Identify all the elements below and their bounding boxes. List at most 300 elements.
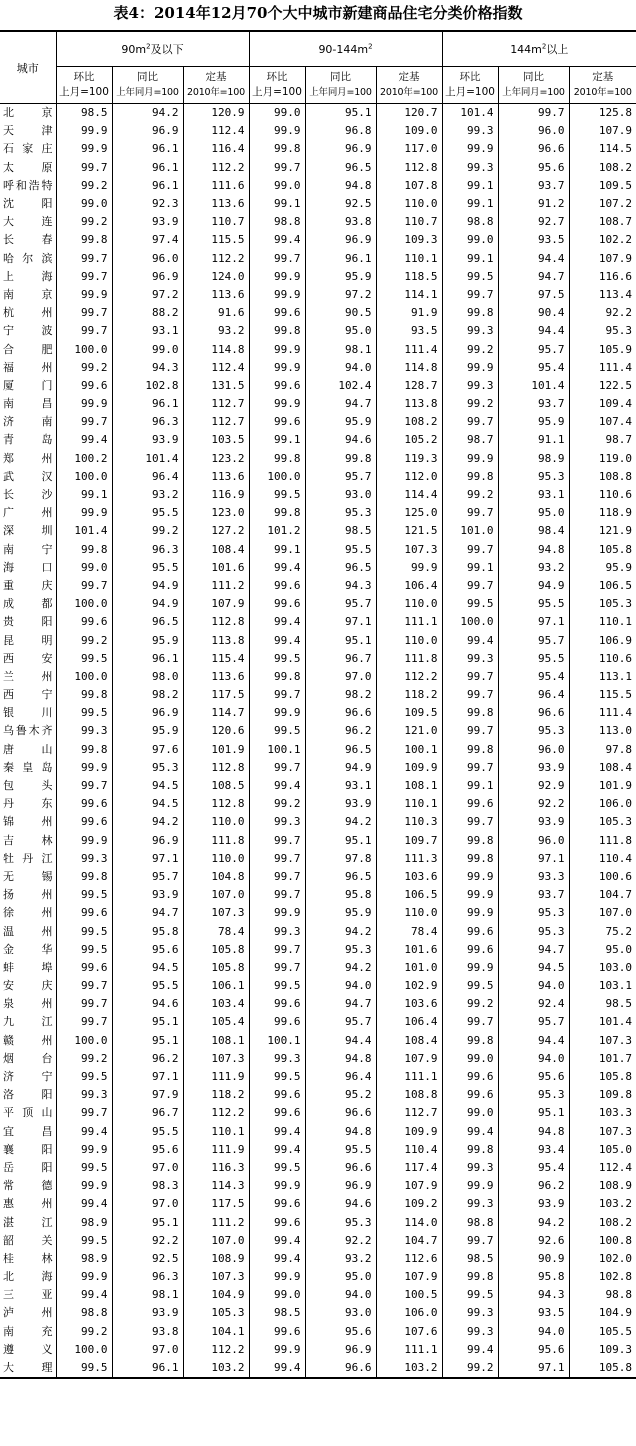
index-value-cell: 99.3 bbox=[442, 1195, 498, 1213]
index-value-cell: 96.9 bbox=[305, 231, 376, 249]
index-value-cell: 104.9 bbox=[183, 1286, 249, 1304]
index-value-cell: 111.2 bbox=[183, 577, 249, 595]
table-row bbox=[0, 832, 636, 850]
subheader-base: 上年同月=100 bbox=[116, 87, 179, 98]
index-value-cell: 94.9 bbox=[498, 577, 569, 595]
index-value-cell: 102.9 bbox=[376, 977, 442, 995]
index-value-cell: 93.5 bbox=[498, 1304, 569, 1322]
index-value-cell: 112.4 bbox=[183, 359, 249, 377]
index-value-cell: 98.5 bbox=[569, 995, 636, 1013]
index-value-cell: 94.9 bbox=[305, 759, 376, 777]
table-row bbox=[0, 286, 636, 304]
index-value-cell: 95.7 bbox=[305, 595, 376, 613]
table-row bbox=[0, 868, 636, 886]
index-value-cell: 103.6 bbox=[376, 868, 442, 886]
index-value-cell: 95.8 bbox=[498, 1268, 569, 1286]
index-value-cell: 99.8 bbox=[56, 868, 112, 886]
city-name-cell: 海口 bbox=[3, 560, 53, 574]
index-value-cell: 98.8 bbox=[569, 1286, 636, 1304]
index-value-cell: 104.7 bbox=[376, 1232, 442, 1250]
index-value-cell: 96.6 bbox=[305, 1159, 376, 1177]
city-name-cell: 湛江 bbox=[3, 1215, 53, 1229]
index-value-cell: 99.8 bbox=[249, 668, 305, 686]
index-value-cell: 97.2 bbox=[112, 286, 183, 304]
index-value-cell: 96.5 bbox=[112, 613, 183, 631]
index-value-cell: 99.3 bbox=[442, 322, 498, 340]
city-name-cell: 徐州 bbox=[3, 906, 53, 920]
index-value-cell: 99.7 bbox=[56, 777, 112, 795]
index-value-cell: 121.9 bbox=[569, 522, 636, 540]
city-name-cell: 泉州 bbox=[3, 997, 53, 1011]
index-value-cell: 94.0 bbox=[305, 1286, 376, 1304]
city-name-cell: 牡丹江 bbox=[3, 851, 53, 865]
index-value-cell: 99.2 bbox=[56, 213, 112, 231]
index-value-cell: 113.0 bbox=[569, 722, 636, 740]
index-value-cell: 99.4 bbox=[249, 1359, 305, 1378]
city-name-cell: 福州 bbox=[3, 360, 53, 374]
index-value-cell: 94.5 bbox=[112, 795, 183, 813]
index-value-cell: 103.2 bbox=[183, 1359, 249, 1378]
table-row bbox=[0, 1159, 636, 1177]
table-title: 表4：2014年12月70个大中城市新建商品住宅分类价格指数 bbox=[113, 4, 523, 22]
index-value-cell: 99.6 bbox=[249, 1323, 305, 1341]
index-value-cell: 110.6 bbox=[569, 650, 636, 668]
index-value-cell: 92.4 bbox=[498, 995, 569, 1013]
index-value-cell: 107.6 bbox=[376, 1323, 442, 1341]
index-value-cell: 99.9 bbox=[249, 704, 305, 722]
city-name-cell: 哈尔滨 bbox=[3, 251, 53, 265]
index-value-cell: 95.2 bbox=[305, 1086, 376, 1104]
index-value-cell: 92.2 bbox=[498, 795, 569, 813]
subheader-label: 同比 bbox=[523, 71, 545, 83]
index-value-cell: 94.8 bbox=[498, 1123, 569, 1141]
index-value-cell: 97.2 bbox=[305, 286, 376, 304]
index-value-cell: 113.6 bbox=[183, 668, 249, 686]
index-value-cell: 95.5 bbox=[498, 650, 569, 668]
index-value-cell: 96.1 bbox=[112, 140, 183, 158]
index-value-cell: 99.9 bbox=[56, 1141, 112, 1159]
index-value-cell: 107.4 bbox=[569, 413, 636, 431]
index-value-cell: 95.3 bbox=[498, 1086, 569, 1104]
index-value-cell: 105.8 bbox=[569, 541, 636, 559]
index-value-cell: 99.5 bbox=[442, 977, 498, 995]
index-value-cell: 96.5 bbox=[305, 159, 376, 177]
subheader-base: 上月=100 bbox=[445, 86, 495, 98]
index-value-cell: 99.1 bbox=[442, 777, 498, 795]
index-value-cell: 96.3 bbox=[112, 1268, 183, 1286]
index-value-cell: 125.8 bbox=[569, 104, 636, 123]
index-value-cell: 96.0 bbox=[112, 250, 183, 268]
city-name-cell: 厦门 bbox=[3, 378, 53, 392]
index-value-cell: 95.5 bbox=[305, 1141, 376, 1159]
table-row bbox=[0, 322, 636, 340]
table-row bbox=[0, 1341, 636, 1359]
index-value-cell: 99.8 bbox=[56, 541, 112, 559]
index-value-cell: 99.3 bbox=[249, 813, 305, 831]
subheader-base: 上年同月=100 bbox=[309, 87, 372, 98]
index-value-cell: 95.5 bbox=[498, 595, 569, 613]
index-value-cell: 95.4 bbox=[498, 668, 569, 686]
index-value-cell: 99.7 bbox=[498, 104, 569, 123]
index-value-cell: 99.7 bbox=[56, 268, 112, 286]
table-row bbox=[0, 1359, 636, 1378]
index-value-cell: 99.7 bbox=[249, 250, 305, 268]
index-value-cell: 108.2 bbox=[569, 159, 636, 177]
index-value-cell: 94.4 bbox=[498, 250, 569, 268]
index-value-cell: 99.0 bbox=[112, 340, 183, 358]
table-row bbox=[0, 1068, 636, 1086]
table-row bbox=[0, 959, 636, 977]
index-value-cell: 99.6 bbox=[249, 1195, 305, 1213]
table-row bbox=[0, 1032, 636, 1050]
index-value-cell: 111.9 bbox=[183, 1068, 249, 1086]
index-value-cell: 93.4 bbox=[498, 1141, 569, 1159]
city-name-cell: 南京 bbox=[3, 287, 53, 301]
table-row bbox=[0, 904, 636, 922]
index-value-cell: 93.8 bbox=[112, 1323, 183, 1341]
table-row bbox=[0, 1286, 636, 1304]
index-value-cell: 99.7 bbox=[442, 686, 498, 704]
index-value-cell: 103.4 bbox=[183, 995, 249, 1013]
index-value-cell: 94.3 bbox=[498, 1286, 569, 1304]
index-value-cell: 96.8 bbox=[305, 122, 376, 140]
index-value-cell: 105.4 bbox=[183, 1013, 249, 1031]
index-value-cell: 109.8 bbox=[569, 1086, 636, 1104]
index-value-cell: 99.6 bbox=[249, 1104, 305, 1122]
index-value-cell: 123.2 bbox=[183, 450, 249, 468]
index-value-cell: 122.5 bbox=[569, 377, 636, 395]
subheader-base: 上年同月=100 bbox=[502, 87, 565, 98]
city-name-cell: 上海 bbox=[3, 269, 53, 283]
index-value-cell: 95.3 bbox=[498, 904, 569, 922]
group-header-medium: $90-144m^2$ bbox=[249, 31, 442, 67]
index-value-cell: 96.1 bbox=[112, 1359, 183, 1378]
index-value-cell: 99.7 bbox=[56, 413, 112, 431]
index-value-cell: 96.6 bbox=[498, 140, 569, 158]
index-value-cell: 99.3 bbox=[249, 1050, 305, 1068]
table-row bbox=[0, 340, 636, 358]
index-value-cell: 109.3 bbox=[569, 1341, 636, 1359]
index-value-cell: 108.2 bbox=[376, 413, 442, 431]
city-name-cell: 重庆 bbox=[3, 578, 53, 592]
index-value-cell: 97.0 bbox=[112, 1159, 183, 1177]
table-row bbox=[0, 941, 636, 959]
index-value-cell: 102.8 bbox=[569, 1268, 636, 1286]
index-value-cell: 96.9 bbox=[112, 832, 183, 850]
index-value-cell: 95.3 bbox=[498, 722, 569, 740]
index-value-cell: 96.4 bbox=[498, 686, 569, 704]
city-name-cell: 北京 bbox=[3, 106, 53, 120]
index-value-cell: 115.4 bbox=[183, 650, 249, 668]
city-name-cell: 三亚 bbox=[3, 1288, 53, 1302]
index-value-cell: 99.5 bbox=[442, 1286, 498, 1304]
index-value-cell: 95.8 bbox=[112, 922, 183, 940]
index-value-cell: 96.0 bbox=[498, 741, 569, 759]
index-value-cell: 95.3 bbox=[305, 504, 376, 522]
index-value-cell: 96.1 bbox=[112, 159, 183, 177]
index-value-cell: 99.6 bbox=[249, 304, 305, 322]
index-value-cell: 100.0 bbox=[249, 468, 305, 486]
index-value-cell: 99.4 bbox=[249, 1250, 305, 1268]
index-value-cell: 108.1 bbox=[183, 1032, 249, 1050]
index-value-cell: 114.4 bbox=[376, 486, 442, 504]
index-value-cell: 106.4 bbox=[376, 1013, 442, 1031]
index-value-cell: 99.0 bbox=[442, 1050, 498, 1068]
index-value-cell: 99.5 bbox=[56, 704, 112, 722]
index-value-cell: 93.2 bbox=[112, 486, 183, 504]
index-value-cell: 93.0 bbox=[305, 1304, 376, 1322]
index-value-cell: 116.3 bbox=[183, 1159, 249, 1177]
index-value-cell: 99.6 bbox=[442, 941, 498, 959]
index-value-cell: 95.8 bbox=[305, 886, 376, 904]
group-header-large: $144m^2$以上 bbox=[442, 31, 636, 67]
city-name-cell: 安庆 bbox=[3, 979, 53, 993]
index-value-cell: 123.0 bbox=[183, 504, 249, 522]
index-value-cell: 99.7 bbox=[56, 1013, 112, 1031]
table-row bbox=[0, 195, 636, 213]
index-value-cell: 111.2 bbox=[183, 1213, 249, 1231]
index-value-cell: 110.0 bbox=[183, 813, 249, 831]
index-value-cell: 97.6 bbox=[112, 741, 183, 759]
index-value-cell: 104.8 bbox=[183, 868, 249, 886]
table-header bbox=[0, 31, 636, 104]
index-value-cell: 99.2 bbox=[56, 631, 112, 649]
index-value-cell: 99.7 bbox=[442, 413, 498, 431]
index-value-cell: 99.4 bbox=[249, 1232, 305, 1250]
index-value-cell: 107.3 bbox=[569, 1123, 636, 1141]
index-value-cell: 100.0 bbox=[56, 340, 112, 358]
index-value-cell: 101.6 bbox=[376, 941, 442, 959]
index-value-cell: 93.2 bbox=[183, 322, 249, 340]
index-value-cell: 92.3 bbox=[112, 195, 183, 213]
city-name-cell: 韶关 bbox=[3, 1233, 53, 1247]
table-row bbox=[0, 522, 636, 540]
index-value-cell: 94.6 bbox=[305, 431, 376, 449]
index-value-cell: 99.3 bbox=[442, 1304, 498, 1322]
index-value-cell: 99.5 bbox=[249, 486, 305, 504]
index-value-cell: 93.1 bbox=[498, 486, 569, 504]
index-value-cell: 100.0 bbox=[56, 668, 112, 686]
index-value-cell: 94.8 bbox=[305, 1050, 376, 1068]
subheader-base: 上月=100 bbox=[59, 86, 109, 98]
index-value-cell: 98.7 bbox=[442, 431, 498, 449]
index-value-cell: 108.4 bbox=[376, 1032, 442, 1050]
index-value-cell: 99.3 bbox=[442, 1323, 498, 1341]
index-value-cell: 98.9 bbox=[498, 450, 569, 468]
index-value-cell: 99.6 bbox=[442, 1068, 498, 1086]
index-value-cell: 98.9 bbox=[56, 1213, 112, 1231]
index-value-cell: 99.6 bbox=[249, 1013, 305, 1031]
index-value-cell: 99.9 bbox=[56, 140, 112, 158]
index-value-cell: 102.0 bbox=[569, 1250, 636, 1268]
index-value-cell: 101.2 bbox=[249, 522, 305, 540]
index-value-cell: 95.0 bbox=[305, 1268, 376, 1286]
index-value-cell: 107.9 bbox=[376, 1268, 442, 1286]
index-value-cell: 99.1 bbox=[249, 195, 305, 213]
table-row bbox=[0, 613, 636, 631]
index-value-cell: 95.5 bbox=[112, 977, 183, 995]
index-value-cell: 112.4 bbox=[183, 122, 249, 140]
index-value-cell: 99.7 bbox=[249, 886, 305, 904]
index-value-cell: 95.7 bbox=[112, 868, 183, 886]
index-value-cell: 99.9 bbox=[376, 559, 442, 577]
index-value-cell: 95.5 bbox=[305, 541, 376, 559]
index-value-cell: 104.7 bbox=[569, 886, 636, 904]
city-name-cell: 常德 bbox=[3, 1179, 53, 1193]
index-value-cell: 99.9 bbox=[249, 904, 305, 922]
index-value-cell: 99.4 bbox=[56, 1195, 112, 1213]
index-value-cell: 106.5 bbox=[569, 577, 636, 595]
index-value-cell: 101.0 bbox=[442, 522, 498, 540]
index-value-cell: 99.9 bbox=[442, 450, 498, 468]
index-value-cell: 118.9 bbox=[569, 504, 636, 522]
index-value-cell: 94.5 bbox=[498, 959, 569, 977]
index-value-cell: 112.2 bbox=[376, 668, 442, 686]
index-value-cell: 96.5 bbox=[305, 559, 376, 577]
index-value-cell: 95.3 bbox=[305, 941, 376, 959]
index-value-cell: 108.5 bbox=[183, 777, 249, 795]
index-value-cell: 100.1 bbox=[249, 741, 305, 759]
index-value-cell: 95.6 bbox=[305, 1323, 376, 1341]
index-value-cell: 92.2 bbox=[305, 1232, 376, 1250]
index-value-cell: 99.5 bbox=[56, 886, 112, 904]
index-value-cell: 92.5 bbox=[112, 1250, 183, 1268]
city-name-cell: 大连 bbox=[3, 215, 53, 229]
city-name-cell: 宁波 bbox=[3, 324, 53, 338]
index-value-cell: 108.8 bbox=[569, 468, 636, 486]
index-value-cell: 99.9 bbox=[249, 340, 305, 358]
table-row bbox=[0, 104, 636, 123]
index-value-cell: 99.6 bbox=[56, 613, 112, 631]
index-value-cell: 127.2 bbox=[183, 522, 249, 540]
index-value-cell: 100.2 bbox=[56, 450, 112, 468]
city-name-cell: 洛阳 bbox=[3, 1088, 53, 1102]
subheader-cell bbox=[183, 67, 249, 104]
index-value-cell: 90.5 bbox=[305, 304, 376, 322]
index-value-cell: 101.4 bbox=[498, 377, 569, 395]
index-value-cell: 99.6 bbox=[249, 413, 305, 431]
index-value-cell: 95.5 bbox=[112, 1123, 183, 1141]
index-value-cell: 107.8 bbox=[376, 177, 442, 195]
index-value-cell: 95.9 bbox=[498, 413, 569, 431]
index-value-cell: 93.9 bbox=[305, 795, 376, 813]
table-row bbox=[0, 559, 636, 577]
index-value-cell: 110.0 bbox=[376, 195, 442, 213]
index-value-cell: 100.0 bbox=[56, 1032, 112, 1050]
index-value-cell: 99.9 bbox=[56, 122, 112, 140]
index-value-cell: 99.9 bbox=[249, 122, 305, 140]
index-value-cell: 99.7 bbox=[442, 722, 498, 740]
table-row bbox=[0, 541, 636, 559]
index-value-cell: 117.5 bbox=[183, 1195, 249, 1213]
index-value-cell: 124.0 bbox=[183, 268, 249, 286]
index-value-cell: 107.9 bbox=[569, 122, 636, 140]
index-value-cell: 99.8 bbox=[249, 322, 305, 340]
index-value-cell: 113.1 bbox=[569, 668, 636, 686]
index-value-cell: 102.8 bbox=[112, 377, 183, 395]
table-row bbox=[0, 795, 636, 813]
city-name-cell: 平顶山 bbox=[3, 1106, 53, 1120]
index-value-cell: 94.8 bbox=[305, 1123, 376, 1141]
index-value-cell: 109.7 bbox=[376, 832, 442, 850]
table-row bbox=[0, 304, 636, 322]
city-name-cell: 南充 bbox=[3, 1324, 53, 1338]
index-value-cell: 93.8 bbox=[305, 213, 376, 231]
index-value-cell: 105.2 bbox=[376, 431, 442, 449]
index-value-cell: 99.9 bbox=[442, 1177, 498, 1195]
table-row bbox=[0, 813, 636, 831]
table-row bbox=[0, 468, 636, 486]
index-value-cell: 112.2 bbox=[183, 159, 249, 177]
index-value-cell: 97.1 bbox=[498, 850, 569, 868]
table-row bbox=[0, 377, 636, 395]
index-value-cell: 99.8 bbox=[442, 1141, 498, 1159]
index-value-cell: 95.5 bbox=[112, 559, 183, 577]
index-value-cell: 97.1 bbox=[498, 1359, 569, 1378]
index-value-cell: 111.1 bbox=[376, 1068, 442, 1086]
index-value-cell: 117.4 bbox=[376, 1159, 442, 1177]
index-value-cell: 94.2 bbox=[112, 813, 183, 831]
index-value-cell: 96.6 bbox=[498, 704, 569, 722]
index-value-cell: 99.9 bbox=[249, 268, 305, 286]
subheader-base: 2010年=100 bbox=[187, 87, 245, 98]
index-value-cell: 112.7 bbox=[183, 395, 249, 413]
index-value-cell: 111.4 bbox=[569, 704, 636, 722]
index-value-cell: 96.9 bbox=[112, 268, 183, 286]
index-value-cell: 120.6 bbox=[183, 722, 249, 740]
index-value-cell: 78.4 bbox=[183, 922, 249, 940]
index-value-cell: 99.6 bbox=[56, 904, 112, 922]
index-value-cell: 98.8 bbox=[442, 1213, 498, 1231]
index-value-cell: 99.8 bbox=[442, 850, 498, 868]
index-value-cell: 97.0 bbox=[305, 668, 376, 686]
index-value-cell: 99.9 bbox=[56, 1268, 112, 1286]
index-value-cell: 99.1 bbox=[56, 486, 112, 504]
table-row bbox=[0, 1086, 636, 1104]
index-value-cell: 101.0 bbox=[376, 959, 442, 977]
index-value-cell: 95.7 bbox=[498, 340, 569, 358]
index-value-cell: 99.6 bbox=[56, 377, 112, 395]
city-name-cell: 扬州 bbox=[3, 888, 53, 902]
index-value-cell: 105.8 bbox=[569, 1068, 636, 1086]
index-value-cell: 78.4 bbox=[376, 922, 442, 940]
index-value-cell: 111.8 bbox=[183, 832, 249, 850]
index-value-cell: 91.6 bbox=[183, 304, 249, 322]
city-name-cell: 呼和浩特 bbox=[3, 178, 53, 192]
index-value-cell: 108.4 bbox=[569, 759, 636, 777]
index-value-cell: 101.9 bbox=[569, 777, 636, 795]
index-value-cell: 96.9 bbox=[305, 140, 376, 158]
table-row bbox=[0, 1141, 636, 1159]
index-value-cell: 96.9 bbox=[112, 704, 183, 722]
index-value-cell: 115.5 bbox=[183, 231, 249, 249]
subheader-label: 同比 bbox=[137, 71, 158, 83]
index-value-cell: 99.6 bbox=[249, 377, 305, 395]
index-value-cell: 95.7 bbox=[498, 1013, 569, 1031]
table-row bbox=[0, 250, 636, 268]
city-name-cell: 南宁 bbox=[3, 542, 53, 556]
index-value-cell: 108.4 bbox=[183, 541, 249, 559]
subheader-label: 定基 bbox=[205, 71, 227, 83]
index-value-cell: 92.2 bbox=[112, 1232, 183, 1250]
city-column-header: 城市 bbox=[0, 31, 56, 104]
index-value-cell: 113.8 bbox=[376, 395, 442, 413]
index-value-cell: 99.6 bbox=[56, 795, 112, 813]
index-value-cell: 99.8 bbox=[442, 1268, 498, 1286]
table-row bbox=[0, 668, 636, 686]
index-value-cell: 119.0 bbox=[569, 450, 636, 468]
index-value-cell: 118.2 bbox=[183, 1086, 249, 1104]
